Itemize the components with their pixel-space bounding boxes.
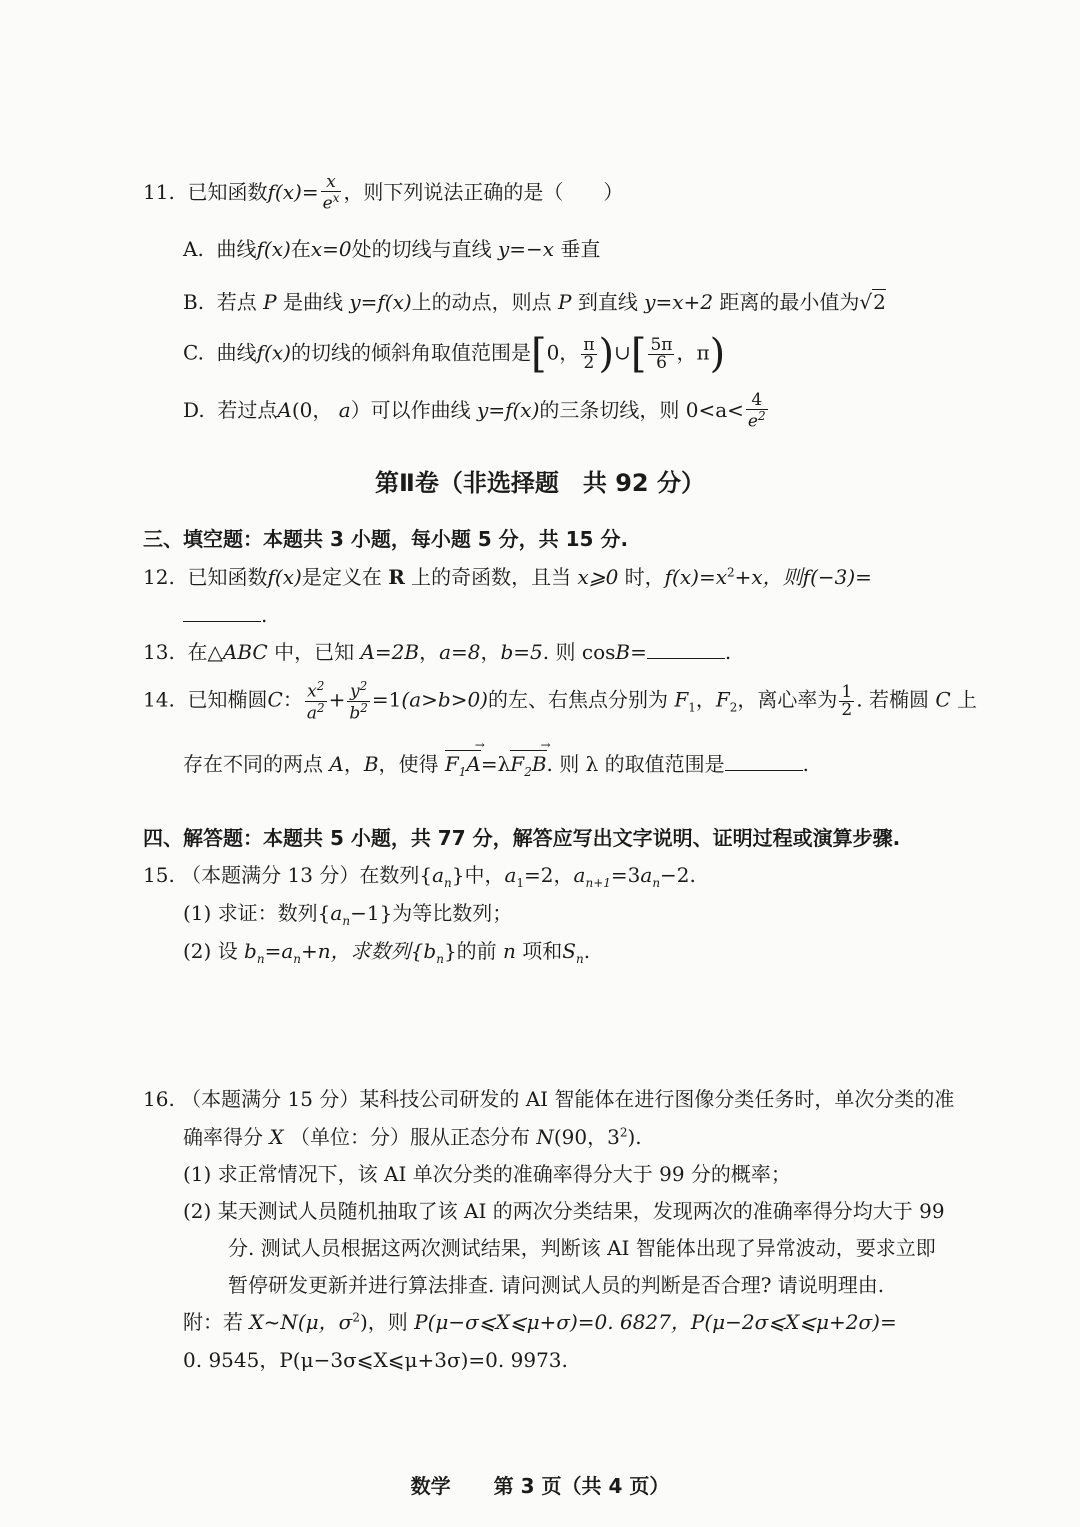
q13-answer-blank[interactable]	[647, 640, 725, 659]
q11-option-d: D. 若过点A(0， a）可以作曲线 y=f(x)的三条切线，则 0<a< $\frac{4}{e^2}$	[183, 390, 766, 432]
q16-part-1: (1) 求正常情况下，该 AI 单次分类的准确率得分大于 99 分的概率；	[183, 1162, 791, 1186]
q12-stem: 12. 已知函数f(x)是定义在 R 上的奇函数，且当 x⩾0 时，$f(x)=x^2+x$，则f(−3)=	[143, 565, 872, 589]
part-4-title: 四、解答题：本题共 5 小题，共 77 分，解答应写出文字说明、证明过程或演算步骤.	[143, 826, 901, 850]
q16-part-2-line-1: (2) 某天测试人员随机抽取了该 AI 的两次分类结果，发现两次的准确率得分均大于 99	[183, 1199, 945, 1223]
q14-answer-blank[interactable]	[725, 752, 803, 771]
q16-part-2-line-3: 暂停研发更新并进行算法排查. 请问测试人员的判断是否合理? 请说明理由.	[228, 1273, 885, 1297]
q16-part-2-line-2: 分. 测试人员根据这两次测试结果，判断该 AI 智能体出现了异常波动，要求立即	[228, 1236, 936, 1260]
q11-option-c: C. 曲线f(x)的切线的倾斜角取值范围是[0， $\frac{\pi}{2}$ )∪[ $\frac{5\pi}{6}$ ，π)	[183, 331, 726, 377]
q14-line-2: 存在不同的两点 A，B，使得 $F_1A \to=\lambda F_2B$ →. 则 λ 的取值范围是 .	[183, 752, 809, 779]
q15-part-1: (1) 求证：数列$\{a_n-1\}$为等比数列；	[183, 901, 513, 928]
q13-stem: 13. 在△ABC 中，已知 A=2B，a=8，b=5. 则 cosB= .	[143, 640, 732, 664]
part-3-title: 三、填空题：本题共 3 小题，每小题 5 分，共 15 分.	[143, 527, 629, 551]
page-footer	[0, 1470, 1080, 1499]
footer-page-number: 第 3 页（共 4 页）	[493, 1474, 670, 1498]
q11-stem: 11. 已知函数f(x)= $\frac{x}{e^x}$ ，则下列说法正确的是（ ）	[143, 172, 624, 214]
q11-fraction: $\frac{x}{e^x}$	[322, 172, 340, 214]
section-2-title: 第Ⅱ卷（非选择题 共 92 分）	[375, 469, 705, 497]
q16-line-2: 确率得分 X （单位：分）服从正态分布 N(90，$3^2$).	[183, 1125, 642, 1149]
footer-subject: 数学	[410, 1474, 451, 1498]
q14-stem: 14. 已知椭圆C： $\frac{x^2}{a^2}$ + $\frac{y^2}{b^2}$ =1(a>b>0)的左、右焦点分别为 $F_1$，$F_2$，离心率为 $\frac{1}{2}$ . 若椭圆 C 上	[143, 679, 977, 724]
q16-appendix-line-1: 附：若 X~N(μ，$\sigma^2$)，则 P(μ−σ⩽X⩽μ+σ)=0. 6827，P(μ−2σ⩽X⩽μ+2σ)=	[183, 1310, 897, 1334]
q16-line-1: 16. （本题满分 15 分）某科技公司研发的 AI 智能体在进行图像分类任务时，单次分类的准	[143, 1087, 955, 1111]
q16-appendix-line-2: 0. 9545，P(μ−3σ⩽X⩽μ+3σ)=0. 9973.	[183, 1348, 568, 1372]
q12-answer-blank[interactable]: .	[183, 603, 267, 626]
q15-part-2: (2) 设 $b_n=a_n+n$，求数列$\{b_n\}$的前 n 项和$S_n$.	[183, 939, 591, 966]
q11-option-a: A. 曲线f(x)在x=0处的切线与直线 y=−x 垂直	[183, 237, 601, 261]
q15-stem: 15. （本题满分 13 分）在数列$\{a_n\}$中，$a_1=2$，$a_{n+1}=3a_n-2$.	[143, 863, 696, 890]
q11-option-b: B. 若点 P 是曲线 y=f(x)上的动点，则点 P 到直线 y=x+2 距离的最小值为√2	[183, 290, 886, 314]
